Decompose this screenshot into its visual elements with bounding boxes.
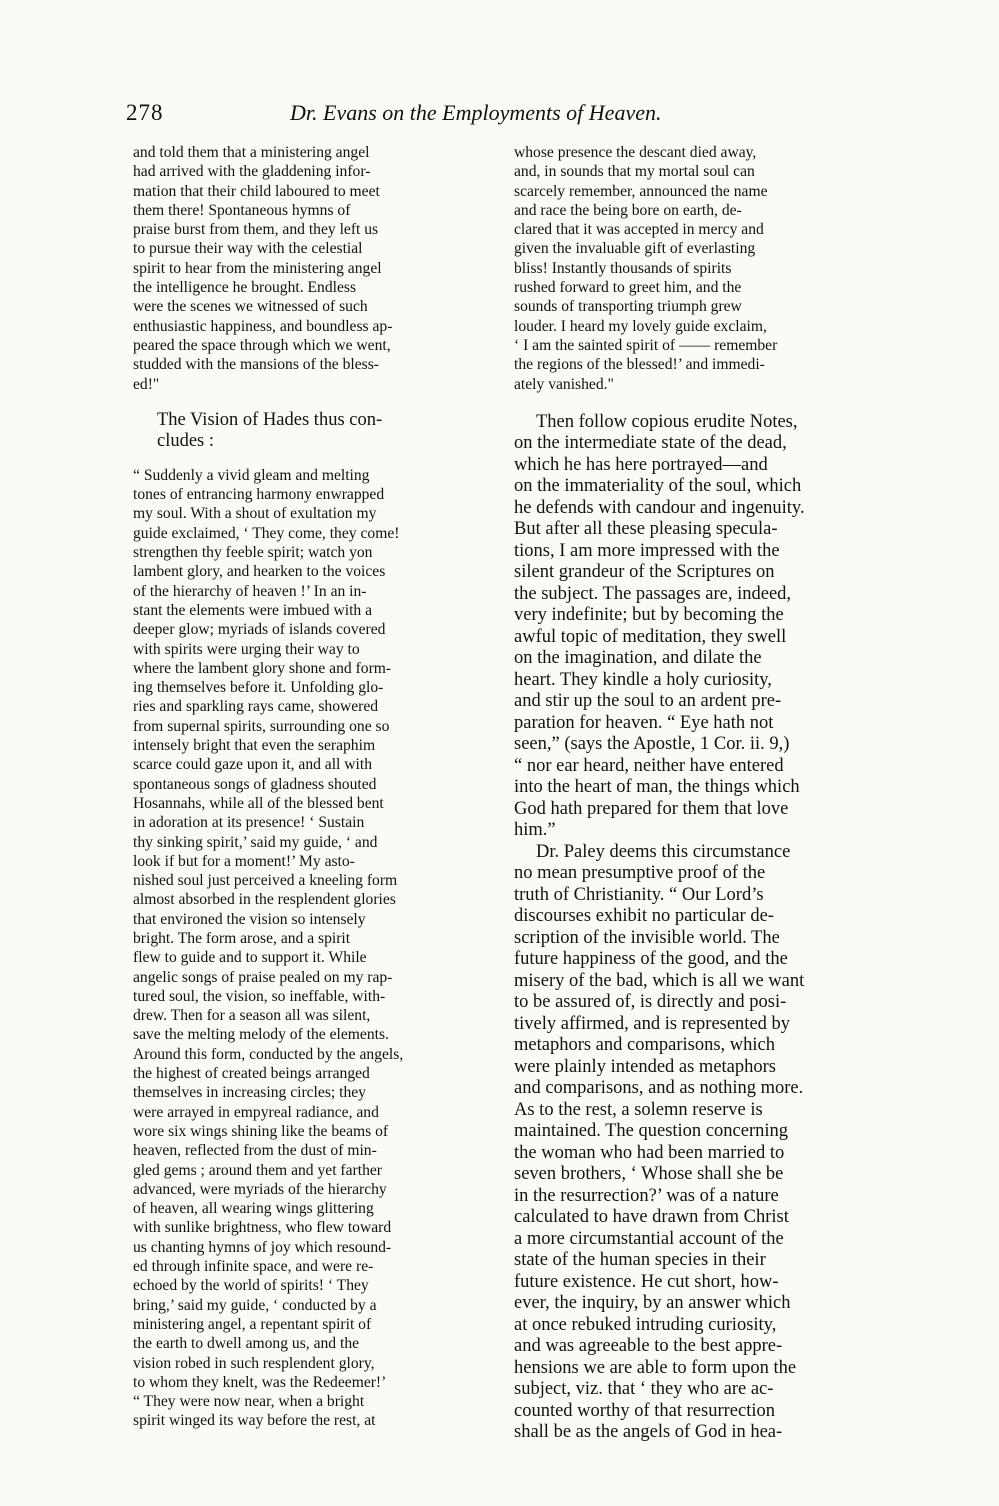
text-line: angelic songs of praise pealed on my rap- (133, 968, 393, 986)
text-line: the regions of the blessed!’ and immedi- (514, 356, 765, 374)
text-line: with sunlike brightness, who flew toward (133, 1219, 392, 1237)
text-line: ed!" (133, 375, 160, 393)
text-line: no mean presumptive proof of the (514, 863, 766, 884)
text-line: into the heart of man, the things which (514, 777, 800, 798)
text-line: As to the rest, a solemn reserve is (514, 1099, 763, 1120)
quote-vision-of-hades (133, 466, 497, 1431)
text-line: he defends with candour and ingenuity. (514, 497, 805, 518)
text-line: on the imagination, and dilate the (514, 648, 762, 669)
text-line: echoed by the world of spirits! ‘ They (133, 1277, 369, 1295)
text-line: to whom they knelt, was the Redeemer!’ (133, 1373, 387, 1391)
quote-continuation (514, 143, 876, 394)
text-line: to pursue their way with the celestial (133, 240, 363, 258)
text-line: had arrived with the gladdening infor- (133, 163, 371, 181)
text-line: and stir up the soul to an ardent pre- (514, 691, 782, 712)
text-line: peared the space through which we went, (133, 336, 391, 354)
text-line: God hath prepared for them that love (514, 798, 789, 819)
text-line: the intelligence he brought. Endless (133, 279, 357, 297)
text-line: The Vision of Hades thus con- (157, 409, 383, 430)
text-line: future existence. He cut short, how- (514, 1271, 779, 1292)
text-line: rushed forward to greet him, and the (514, 279, 742, 297)
text-line: and was agreeable to the best appre- (514, 1336, 783, 1357)
text-line: Dr. Paley deems this circumstance (536, 841, 791, 862)
text-line: enthusiastic happiness, and boundless ap- (133, 317, 393, 335)
text-line: spirit to hear from the ministering angel (133, 259, 382, 277)
text-line: silent grandeur of the Scriptures on (514, 562, 775, 583)
text-line: lambent glory, and hearken to the voices (133, 563, 386, 581)
text-line: “ Suddenly a vivid gleam and melting (133, 466, 370, 484)
text-line: ever, the inquiry, by an answer which (514, 1293, 791, 1314)
text-line: ries and sparkling rays came, showered (133, 698, 379, 716)
text-line: scarcely remember, announced the name (514, 182, 768, 200)
text-line: at once rebuked intruding curiosity, (514, 1314, 777, 1335)
section-heading-vision-of-hades (133, 410, 497, 453)
text-line: drew. Then for a season all was silent, (133, 1007, 371, 1025)
text-line: calculated to have drawn from Christ (514, 1207, 789, 1228)
text-line: “ nor ear heard, neither have entered (514, 755, 784, 776)
right-column (514, 143, 876, 1444)
text-line: sounds of transporting triumph grew (514, 298, 742, 316)
paragraph-angel-tidings (133, 143, 497, 394)
text-line: clared that it was accepted in mercy and (514, 221, 764, 239)
text-line: and comparisons, and as nothing more. (514, 1078, 804, 1099)
text-line: in adoration at its presence! ‘ Sustain (133, 814, 365, 832)
text-line: ately vanished." (514, 375, 614, 393)
text-line: bliss! Instantly thousands of spirits (514, 259, 732, 277)
text-line: maintained. The question concerning (514, 1121, 788, 1142)
text-line: Then follow copious erudite Notes, (536, 411, 798, 432)
text-line: cludes : (157, 431, 215, 452)
text-line: “ They were now near, when a bright (133, 1393, 365, 1411)
text-line: ing themselves before it. Unfolding glo- (133, 679, 384, 697)
text-line: in the resurrection?’ was of a nature (514, 1185, 779, 1206)
text-line: to be assured of, is directly and posi- (514, 992, 787, 1013)
text-line: praise burst from them, and they left us (133, 221, 379, 239)
text-line: flew to guide and to support it. While (133, 949, 367, 967)
text-line: strengthen thy feeble spirit; watch yon (133, 544, 373, 562)
text-line: But after all these pleasing specula- (514, 519, 778, 540)
text-line: bright. The form arose, and a spirit (133, 929, 351, 947)
text-line: where the lambent glory shone and form- (133, 659, 392, 677)
text-line: vision robed in such resplendent glory, (133, 1354, 375, 1372)
text-line: that environed the vision so intensely (133, 910, 366, 928)
text-line: metaphors and comparisons, which (514, 1035, 775, 1056)
text-line: advanced, were myriads of the hierarchy (133, 1180, 387, 1198)
text-line: studded with the mansions of the bless- (133, 356, 380, 374)
text-line: ministering angel, a repentant spirit of (133, 1315, 372, 1333)
text-line: on the immateriality of the soul, which (514, 476, 802, 497)
text-line: them there! Spontaneous hymns of (133, 201, 351, 219)
text-line: whose presence the descant died away, (514, 144, 757, 161)
text-line: shall be as the angels of God in hea- (514, 1422, 783, 1443)
text-line: tones of entrancing harmony enwrapped (133, 486, 385, 504)
text-line: a more circumstantial account of the (514, 1228, 784, 1249)
text-line: counted worthy of that resurrection (514, 1400, 775, 1421)
text-line: ed through infinite space, and were re- (133, 1258, 374, 1276)
text-line: him.” (514, 820, 556, 841)
text-line: look if but for a moment!’ My asto- (133, 852, 355, 870)
text-line: subject, viz. that ‘ they who are ac- (514, 1379, 774, 1400)
text-line: seen,” (says the Apostle, 1 Cor. ii. 9,) (514, 734, 790, 755)
text-line: Around this form, conducted by the angels, (133, 1045, 404, 1063)
text-line: my soul. With a shout of exultation my (133, 505, 377, 523)
running-title: Dr. Evans on the Employments of Heaven. (290, 100, 662, 125)
text-line: misery of the bad, which is all we want (514, 970, 805, 991)
text-line: save the melting melody of the elements. (133, 1026, 389, 1044)
text-line: were plainly intended as metaphors (514, 1056, 776, 1077)
text-line: nished soul just perceived a kneeling form (133, 872, 398, 890)
text-line: wore six wings shining like the beams of (133, 1122, 389, 1140)
text-line: Hosannahs, while all of the blessed bent (133, 794, 384, 812)
text-line: mation that their child laboured to meet (133, 182, 380, 200)
text-line: discourses exhibit no particular de- (514, 906, 774, 927)
text-line: spontaneous songs of gladness shouted (133, 775, 377, 793)
text-line: spirit winged its way before the rest, at (133, 1412, 376, 1430)
text-line: themselves in increasing circles; they (133, 1084, 366, 1102)
text-line: given the invaluable gift of everlasting (514, 240, 756, 258)
text-line: almost absorbed in the resplendent glories (133, 891, 396, 909)
text-line: heaven, reflected from the dust of min- (133, 1142, 377, 1160)
text-line: were arrayed in empyreal radiance, and (133, 1103, 379, 1121)
text-line: and told them that a ministering angel (133, 144, 370, 161)
text-line: hensions we are able to form upon the (514, 1357, 797, 1378)
text-line: from supernal spirits, surrounding one so (133, 717, 390, 735)
text-line: thy sinking spirit,’ said my guide, ‘ and (133, 833, 378, 851)
text-line: deeper glow; myriads of islands covered (133, 621, 386, 639)
text-line: awful topic of meditation, they swell (514, 626, 787, 647)
text-line: the highest of created beings arranged (133, 1065, 370, 1083)
text-line: with spirits were urging their way to (133, 640, 360, 658)
text-line: scription of the invisible world. The (514, 927, 780, 948)
text-line: heart. They kindle a holy curiosity, (514, 669, 772, 690)
text-line: guide exclaimed, ‘ They come, they come! (133, 524, 400, 542)
text-line: of the hierarchy of heaven !’ In an in- (133, 582, 367, 600)
text-line: scarce could gaze upon it, and all with (133, 756, 373, 774)
text-line: on the intermediate state of the dead, (514, 433, 787, 454)
text-line: and, in sounds that my mortal soul can (514, 163, 755, 181)
text-line: were the scenes we witnessed of such (133, 298, 368, 316)
left-column (133, 143, 497, 1431)
text-line: gled gems ; around them and yet farther (133, 1161, 382, 1179)
text-line: us chanting hymns of joy which resound- (133, 1238, 392, 1256)
text-line: which he has here portrayed—and (514, 454, 768, 475)
text-line: of heaven, all wearing wings glittering (133, 1200, 374, 1218)
text-line: very indefinite; but by becoming the (514, 605, 784, 626)
text-line: paration for heaven. “ Eye hath not (514, 712, 774, 733)
text-line: tured soul, the vision, so ineffable, with- (133, 987, 386, 1005)
text-line: stant the elements were imbued with a (133, 601, 373, 619)
text-line: tions, I am more impressed with the (514, 540, 780, 561)
text-line: bring,’ said my guide, ‘ conducted by a (133, 1296, 377, 1314)
text-line: future happiness of the good, and the (514, 949, 788, 970)
text-line: and race the being bore on earth, de- (514, 201, 742, 219)
text-line: tively affirmed, and is represented by (514, 1013, 791, 1034)
text-line: seven brothers, ‘ Whose shall she be (514, 1164, 784, 1185)
text-line: louder. I heard my lovely guide exclaim, (514, 317, 767, 335)
text-line: the earth to dwell among us, and the (133, 1335, 360, 1353)
paragraph-notes (514, 412, 876, 842)
page-number: 278 (126, 100, 164, 125)
text-line: intensely bright that even the seraphim (133, 737, 376, 755)
text-line: the woman who had been married to (514, 1142, 785, 1163)
text-line: the subject. The passages are, indeed, (514, 583, 792, 604)
paragraph-paley (514, 842, 876, 1444)
text-line: state of the human species in their (514, 1250, 766, 1271)
text-line: ‘ I am the sainted spirit of —— remember (514, 336, 778, 354)
text-line: truth of Christianity. “ Our Lord’s (514, 884, 764, 905)
